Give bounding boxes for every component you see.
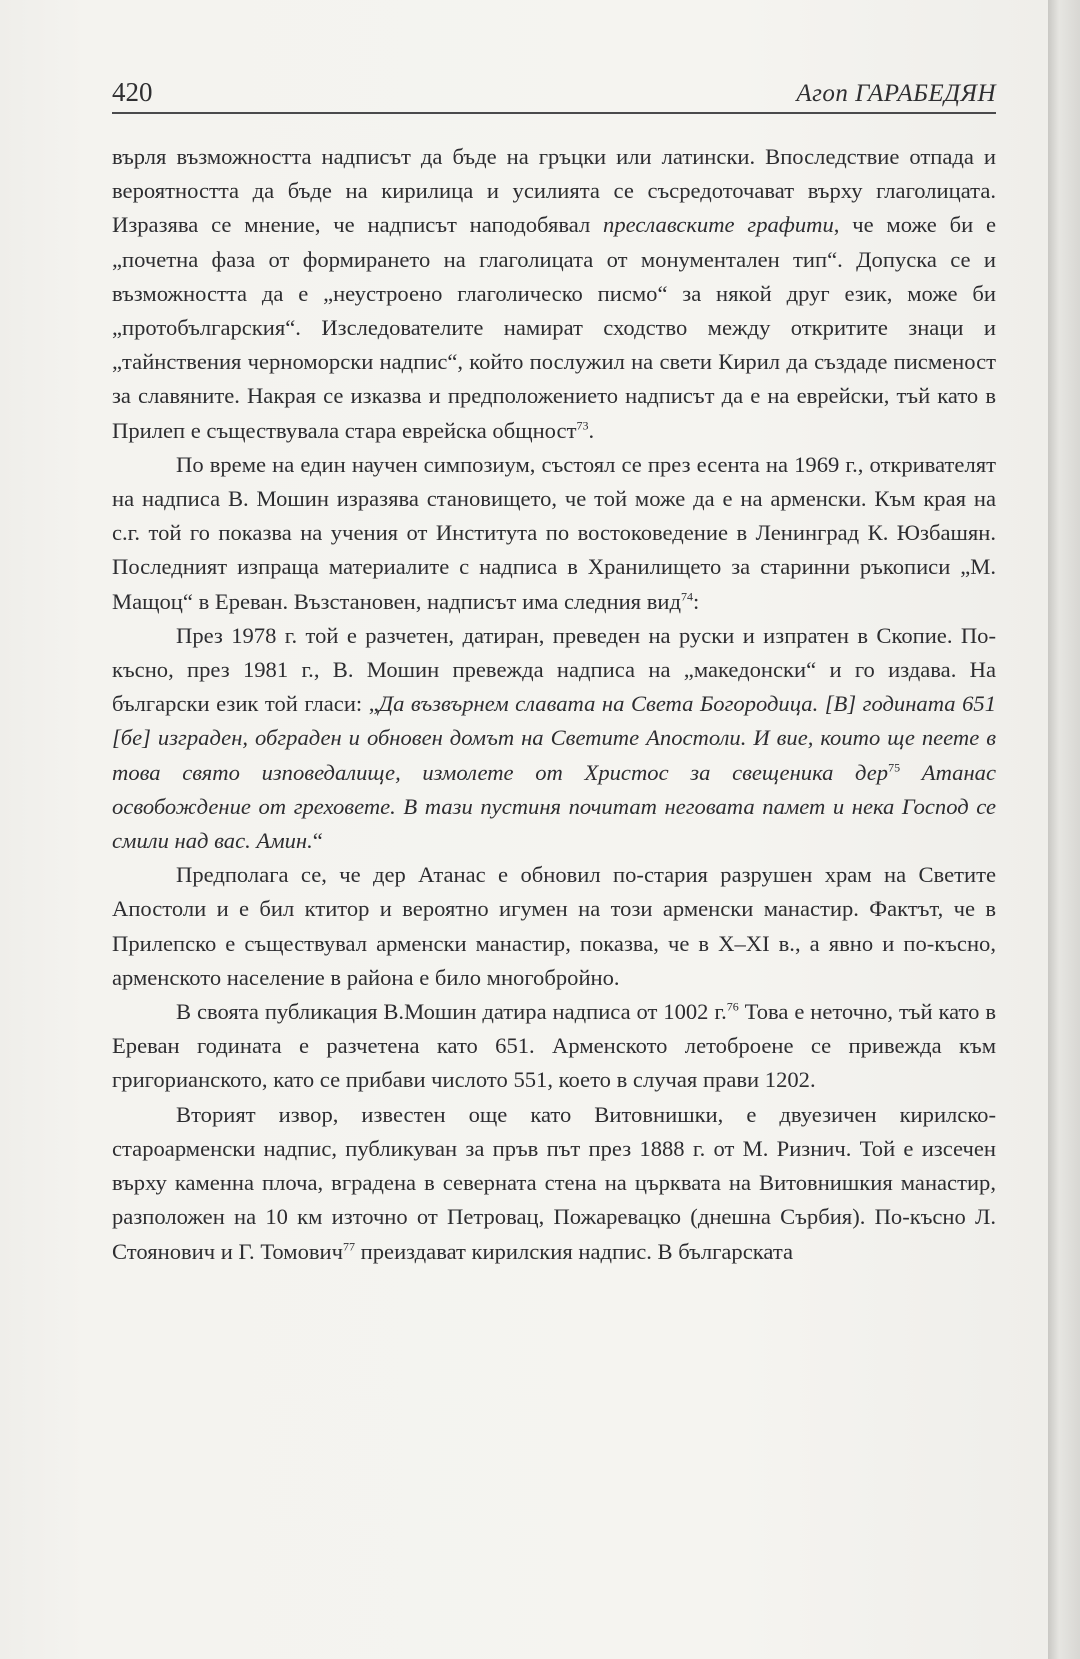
text-segment: , че може би е „почетна фаза от формирането на глаголицата от монументален тип“. Допуска се и възможността да е „неустроено глаголическо писмо“ за някой друг език, може би „протобългарския“. Изследователите намират сходство между откритите знаци и „тайнствения черноморски надпис“, който послужил на свети Кирил да създаде писменост за славяните. Накрая се изказва и предположението надписът да е на еврейски, тъй като в Прилеп е съществувала стара еврейска общност [112, 212, 996, 443]
footnote-ref: 75 [888, 760, 901, 775]
paragraph [112, 858, 996, 995]
text-segment: Предполага се, че дер Атанас е обновил по-стария разрушен храм на Светите Апостоли и е бил ктитор и вероятно игумен на този арменски манастир. Фактът, че в Прилепско е съществувал арменски манастир, показва, че в X–XI в., а явно и по-късно, арменското население в района е било многобройно. [112, 862, 996, 990]
paragraph [112, 995, 996, 1098]
text-segment: върля възможността надписът да бъде на гръцки или латински. Впоследствие отпада и вероятността да бъде на кирилица и усилията се съсредоточават върху глаголицата. Изразява се мнение, че надписът наподобявал [112, 144, 996, 238]
page-header [112, 72, 996, 114]
text-segment: “ [312, 828, 323, 854]
running-head: Агоп ГАРАБЕДЯН [796, 80, 996, 107]
footnote-ref: 76 [726, 999, 739, 1014]
body-text [112, 140, 996, 1269]
paragraph [112, 1098, 996, 1269]
footnote-ref: 74 [680, 589, 693, 604]
text-segment: През 1978 г. той е разчетен, датиран, преведен на руски и изпратен в Скопие. По-късно, през 1981 г., В. Мошин превежда надписа на „македонски“ и го издава. На български език той гласи: „ [112, 622, 996, 717]
paragraph [112, 619, 996, 858]
footnote-ref: 77 [343, 1238, 355, 1253]
page-edge [1048, 0, 1080, 1659]
paragraph [112, 448, 996, 619]
text-segment: . [588, 417, 595, 443]
text-segment: Вторият извор, известен още като Витовнишки, е двуезичен кирилско-староарменски надпис, публикуван за пръв път през 1888 г. от М. Ризнич. Той е изсечен върху каменна плоча, вградена в северната стена на църквата на Витовнишкия манастир, разположен на 10 км източно от Петровац, Пожаревацко (днешна Сърбия). По-късно Л. Стоянович и Г. Томович [112, 1101, 996, 1264]
footnote-ref: 73 [576, 418, 589, 433]
text-segment: преиздават кирилския надпис. В българската [355, 1238, 794, 1264]
text-segment: В своята публикация В.Мошин датира надписа от 1002 г. [176, 999, 727, 1025]
text-segment: По време на един научен симпозиум, състоял се през есента на 1969 г., откривателят на надписа В. Мошин изразява становището, че той може да е на арменски. Към края на с.г. той го показва на учения от Института по востоковедение в Ленинград К. Юзбашян. Последният изпраща материалите с надписа в Хранилището за старинни ръкописи „М. Мащоц“ в Ереван. Възстановен, надписът има следния вид [112, 451, 996, 614]
italic-text: преславските графити [603, 212, 834, 238]
page-number: 420 [112, 77, 153, 107]
italic-text: Атанас освобождение от греховете. В тази пустиня почитат неговата памет и нека Господ се смили над вас. Амин. [112, 759, 996, 854]
text-segment: : [692, 588, 700, 614]
text-segment: Това е неточно, тъй като в Ереван годината е разчетена като 651. Арменското летоброене се привежда към григорианското, като се прибави числото 551, което в случая прави 1202. [112, 999, 996, 1093]
paragraph [112, 140, 996, 448]
italic-text: Да възвърнем славата на Света Богородица. [В] годината 651 [бе] изграден, обграден и обновен домът на Светите Апостоли. И вие, които ще пеете в това свято изповедалище, измолете от Христос за свещеника дер [112, 691, 996, 785]
